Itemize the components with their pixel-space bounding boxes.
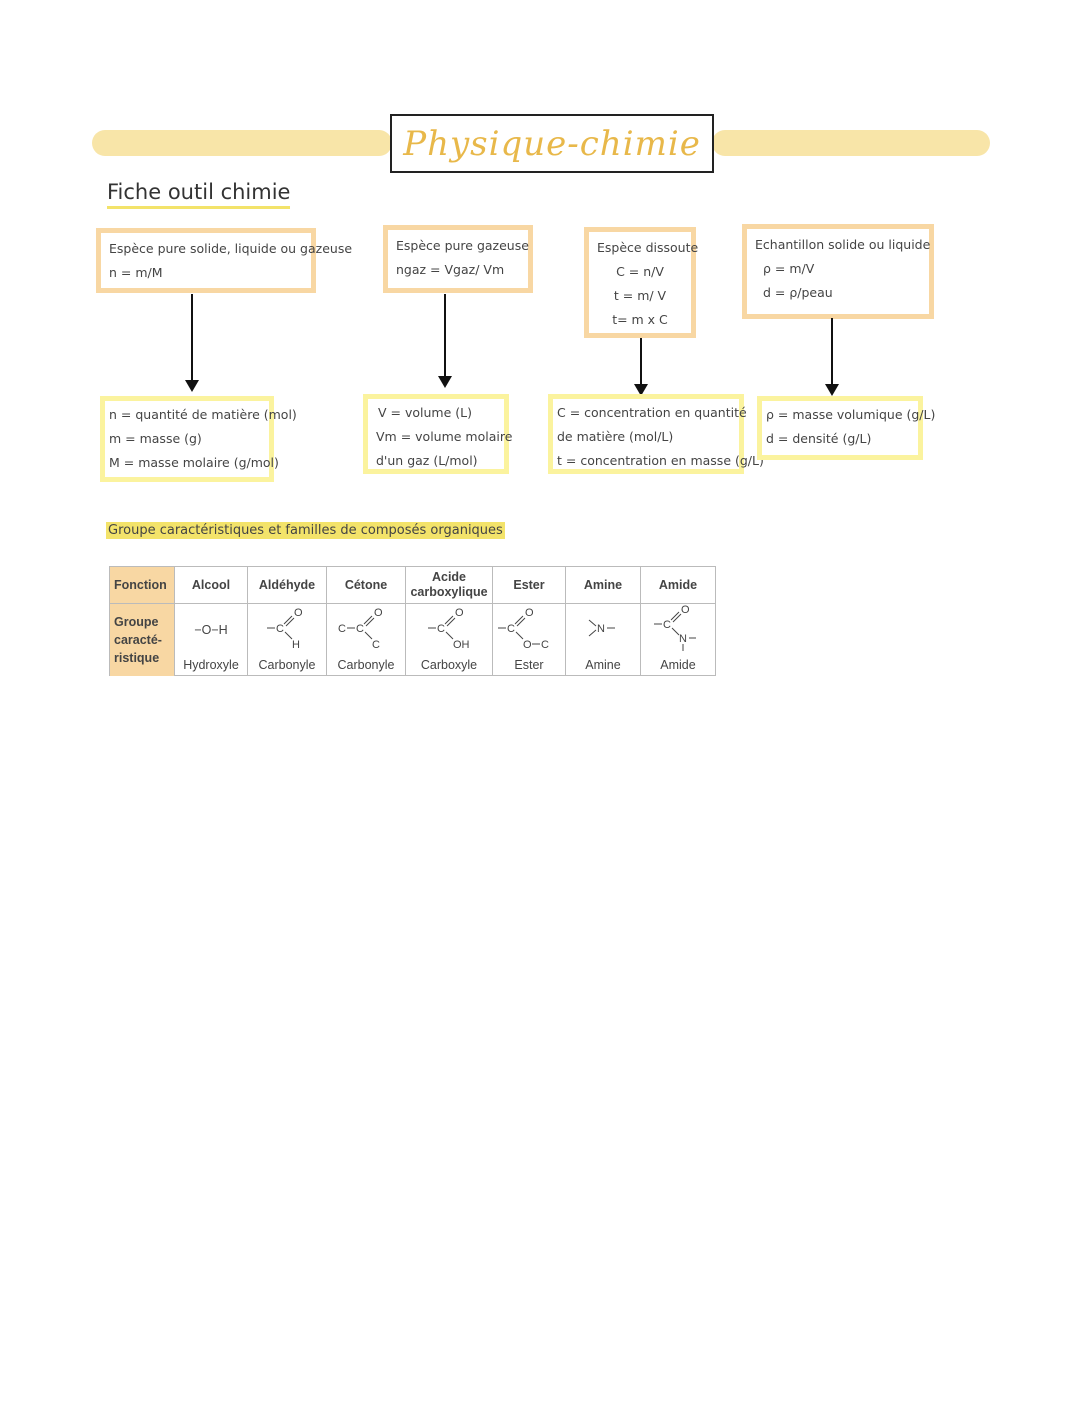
atom-label: O <box>294 607 303 619</box>
definition-line: n = quantité de matière (mol) <box>109 407 297 422</box>
structure-row <box>110 604 716 656</box>
family-name: Hydroxyle <box>175 655 248 676</box>
amide-structure-icon <box>648 604 708 652</box>
page-title: Physique-chimie <box>390 114 714 173</box>
table-header-row <box>110 567 716 604</box>
definition-line: Vm = volume molaire <box>376 429 513 444</box>
arrow-down <box>191 294 193 380</box>
structure-aldehyde <box>248 604 327 656</box>
carboxyl-structure-icon <box>414 604 484 652</box>
family-name: Amine <box>566 655 641 676</box>
card-sample <box>742 224 934 319</box>
defs-dissolved-species <box>548 394 764 474</box>
atom-label: C <box>541 639 549 651</box>
family-name: Carbonyle <box>327 655 406 676</box>
table-caption: Groupe caractéristiques et familles de composés organiques <box>108 523 503 538</box>
structure-amine <box>566 604 641 656</box>
card-heading: Espèce pure solide, liquide ou gazeuse <box>109 241 353 256</box>
family-row <box>110 655 716 676</box>
column-header: Cétone <box>327 567 406 604</box>
atom-label: O <box>525 607 534 619</box>
card-pure-species <box>96 228 353 293</box>
column-header-line: Acide <box>431 570 467 584</box>
card-formula: C = n/V <box>616 264 664 279</box>
defs-gas-species <box>363 394 513 474</box>
column-header: Amide <box>641 567 716 604</box>
title-band-right <box>712 130 990 156</box>
arrow-down <box>831 318 833 384</box>
atom-label: C <box>276 623 284 635</box>
column-header: Ester <box>493 567 566 604</box>
family-name: Ester <box>493 655 566 676</box>
family-name: Amide <box>641 655 716 676</box>
definition-line: C = concentration en quantité <box>557 405 747 420</box>
column-header-line: carboxylique <box>410 585 488 599</box>
card-heading: Espèce pure gazeuse <box>396 238 529 253</box>
card-gas-species <box>383 225 533 293</box>
functional-groups-table <box>109 566 716 676</box>
atom-label: C <box>372 639 380 651</box>
column-header: Aldéhyde <box>248 567 327 604</box>
atom-label: O <box>523 639 532 651</box>
row-header-line: ristique <box>114 650 160 665</box>
structure-ester <box>493 604 566 656</box>
row-header-line: Groupe <box>114 614 159 629</box>
atom-label: C <box>663 619 671 631</box>
atom-label: C <box>338 623 346 635</box>
definition-line: t = concentration en masse (g/L) <box>557 453 764 468</box>
arrow-down <box>640 338 642 384</box>
definition-line: m = masse (g) <box>109 431 202 446</box>
column-header <box>406 567 493 604</box>
structure-ketone <box>327 604 406 656</box>
atom-label: C <box>507 623 515 635</box>
defs-pure-species <box>100 396 297 482</box>
ester-structure-icon <box>494 604 564 652</box>
atom-label: C <box>437 623 445 635</box>
arrow-down <box>444 294 446 376</box>
atom-label: H <box>292 639 300 651</box>
atom-label: OH <box>453 639 470 651</box>
card-formula: d = ρ/peau <box>763 285 833 300</box>
card-heading: Echantillon solide ou liquide <box>755 237 931 252</box>
definition-line: d = densité (g/L) <box>766 431 872 446</box>
family-name: Carbonyle <box>248 655 327 676</box>
structure-hydroxyl: −O−H <box>175 604 248 656</box>
aldehyde-structure-icon <box>257 604 317 652</box>
card-formula: ρ = m/V <box>763 261 815 276</box>
ketone-structure-icon <box>336 604 396 652</box>
card-dissolved-species <box>584 227 699 338</box>
column-header: Alcool <box>175 567 248 604</box>
atom-label: C <box>356 623 364 635</box>
atom-label: O <box>681 604 690 616</box>
atom-label: O <box>455 607 464 619</box>
row-header-group <box>110 604 175 676</box>
row-header-function: Fonction <box>110 567 175 604</box>
family-name: Carboxyle <box>406 655 493 676</box>
card-formula: n = m/M <box>109 265 163 280</box>
atom-label: O <box>374 607 383 619</box>
card-formula: ngaz = Vgaz/ Vm <box>396 262 505 277</box>
card-heading: Espèce dissoute <box>597 240 699 255</box>
card-formula: t= m x C <box>612 312 668 327</box>
amine-structure-icon <box>573 604 633 652</box>
structure-amide <box>641 604 716 656</box>
card-formula: t = m/ V <box>613 288 667 303</box>
row-header-line: caracté- <box>114 632 162 647</box>
defs-sample <box>757 396 936 460</box>
definition-line: d'un gaz (L/mol) <box>376 453 478 468</box>
page-subtitle: Fiche outil chimie <box>107 180 290 209</box>
definition-line: de matière (mol/L) <box>557 429 674 444</box>
column-header: Amine <box>566 567 641 604</box>
definition-line: V = volume (L) <box>378 405 472 420</box>
definition-line: ρ = masse volumique (g/L) <box>766 407 936 422</box>
atom-label: N <box>679 633 687 645</box>
structure-carboxyl <box>406 604 493 656</box>
atom-label: N <box>597 623 605 635</box>
definition-line: M = masse molaire (g/mol) <box>109 455 279 470</box>
title-band-left <box>92 130 392 156</box>
